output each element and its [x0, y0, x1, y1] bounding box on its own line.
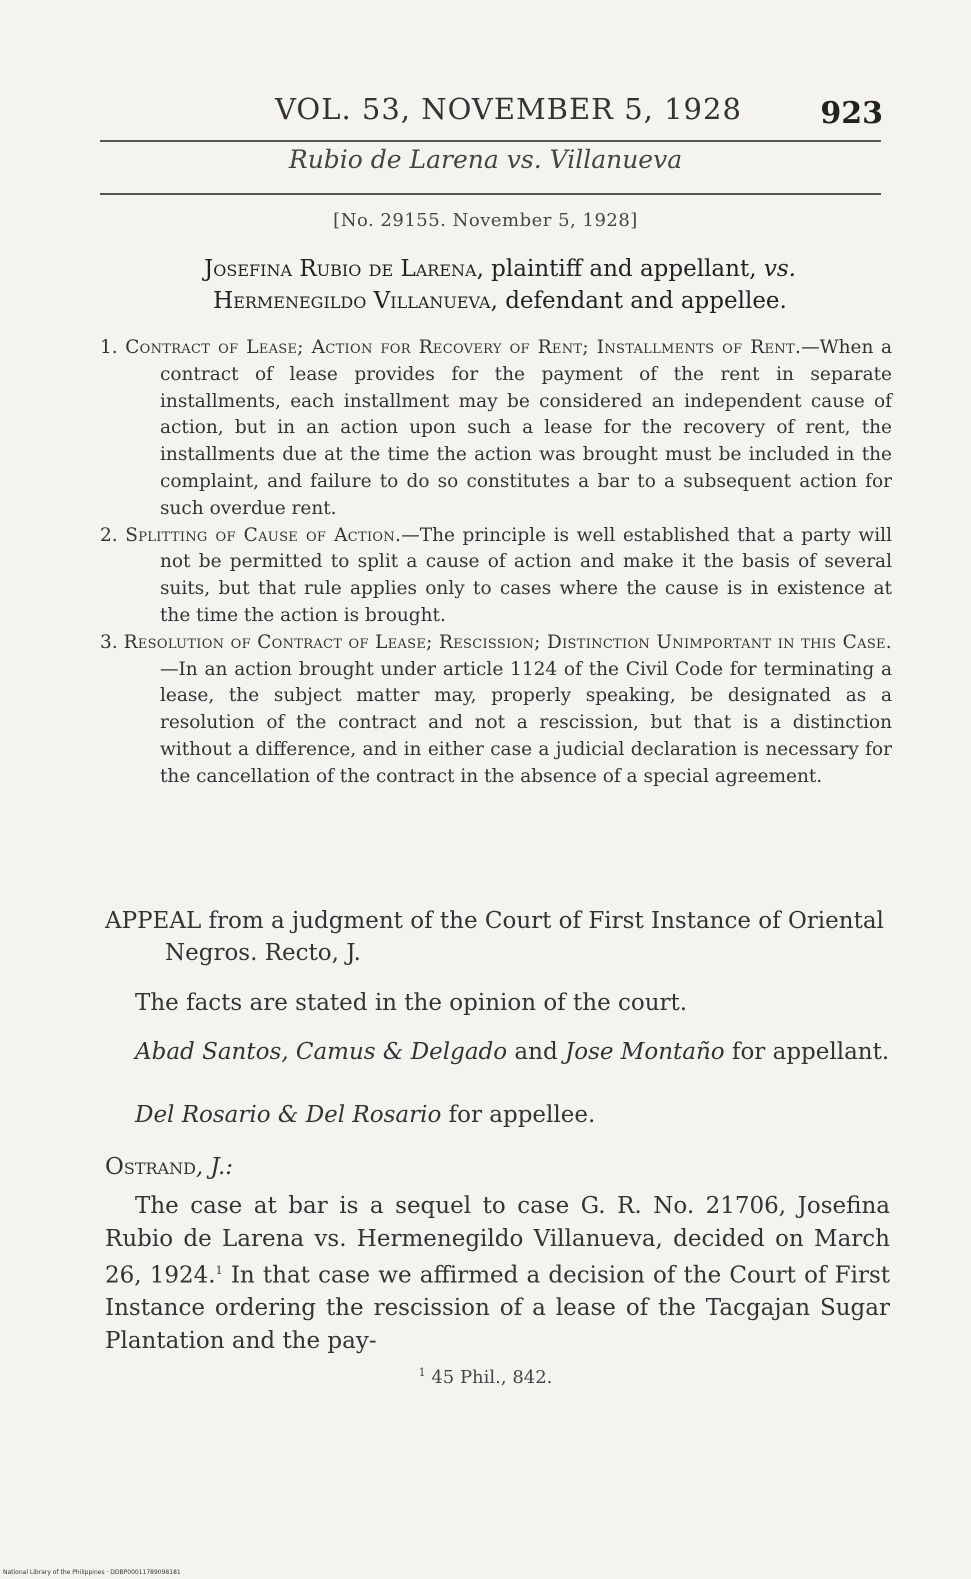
- syllabus-heading: Resolution of Contract of Lease; Rescission; Distinction Unimportant in this Case.: [123, 631, 892, 653]
- appeal-statement: [105, 905, 950, 969]
- appellee-counsel: [105, 1099, 920, 1131]
- header-rule-top: [100, 140, 881, 142]
- opinion-part-1: The case at bar is a sequel to case G. R. No. 21706, Josefina Rubio de Larena vs. Hermenegildo Villanueva, decided on March 26, 1924.: [105, 1193, 890, 1289]
- appellant-counsel: [105, 1036, 890, 1068]
- footnote-text: 45 Phil., 842.: [425, 1367, 553, 1388]
- appellee-counsel-names: Del Rosario & Del Rosario: [135, 1102, 442, 1128]
- syllabus-heading: Splitting of Cause of Action.: [125, 524, 402, 546]
- running-head: [100, 92, 883, 132]
- case-parties: [100, 253, 900, 317]
- syllabus-item: [100, 630, 892, 791]
- opinion-text: [105, 1190, 890, 1357]
- footnote-reference: 1: [215, 1264, 223, 1277]
- appeal-text: from a judgment of the Court of First Instance of Oriental Negros. Recto, J.: [165, 908, 884, 966]
- defendant-name: Hermenegildo Villanueva: [213, 288, 491, 314]
- versus: vs.: [763, 256, 796, 282]
- syllabus-text: —The principle is well established that a party will not be permitted to split a cause of action and make it the basis of several suits, but that rule applies only to cases where the cause is in existence at the time the action is brought.: [160, 524, 892, 626]
- justice-name: Ostrand: [105, 1154, 196, 1180]
- justice-suffix: , J.:: [195, 1154, 234, 1180]
- syllabus-heading: Contract of Lease; Action for Recovery of Rent; Installments of Rent.: [125, 337, 802, 358]
- syllabus: [100, 335, 892, 791]
- defendant-role: , defendant and appellee.: [490, 288, 787, 314]
- syllabus-text: —When a contract of lease provides for the payment of the rent in separate installments, each installment may be considered an independent cause of action, but in an action upon such a lease for the recovery of rent, the installments due at the time the action was brought must be included in the complaint, and failure to do so constitutes a bar to a subsequent action for such overdue rent.: [160, 337, 892, 519]
- facts-statement: The facts are stated in the opinion of the court.: [135, 990, 688, 1016]
- syllabus-item: [100, 523, 892, 630]
- docket-line: [No. 29155. November 5, 1928]: [333, 210, 638, 231]
- scan-credit: National Library of the Philippines · DDBP00011789098181: [3, 1569, 181, 1576]
- syllabus-number: 2.: [100, 524, 118, 546]
- case-short-title: Rubio de Larena vs. Villanueva: [288, 145, 683, 174]
- syllabus-item: [100, 335, 892, 523]
- syllabus-text: —In an action brought under article 1124 of the Civil Code for terminating a lease, the subject matter may, properly speaking, be designated as a resolution of the contract and not a rescission, but that is a distinction without a difference, and in either case a judicial declaration is necessary for the cancellation of the contract in the absence of a special agreement.: [160, 658, 892, 787]
- appeal-lead: APPEAL: [105, 908, 202, 934]
- appellant-role: for appellant.: [724, 1039, 890, 1065]
- syllabus-number: 1.: [100, 337, 118, 358]
- counsel-and: and: [507, 1039, 565, 1065]
- opinion-part-2: In that case we affirmed a decision of the Court of First Instance ordering the rescission of a lease of the Tacgajan Sugar Plantation and the pay-: [105, 1262, 891, 1354]
- appellant-counsel-names: Abad Santos, Camus & Delgado: [135, 1039, 508, 1065]
- appellee-role: for appellee.: [441, 1102, 596, 1128]
- page-number: 923: [820, 96, 883, 131]
- footnote-mark: 1: [418, 1366, 426, 1379]
- plaintiff-name: Josefina Rubio de Larena: [204, 256, 477, 282]
- plaintiff-role: , plaintiff and appellant,: [476, 256, 764, 282]
- footnote: [0, 1366, 971, 1388]
- appellant-counsel-names-2: Jose Montaño: [565, 1039, 725, 1065]
- justice-byline: [105, 1151, 890, 1183]
- volume-line: VOL. 53, NOVEMBER 5, 1928: [275, 92, 742, 126]
- syllabus-number: 3.: [100, 631, 118, 653]
- header-rule-bottom: [100, 193, 881, 195]
